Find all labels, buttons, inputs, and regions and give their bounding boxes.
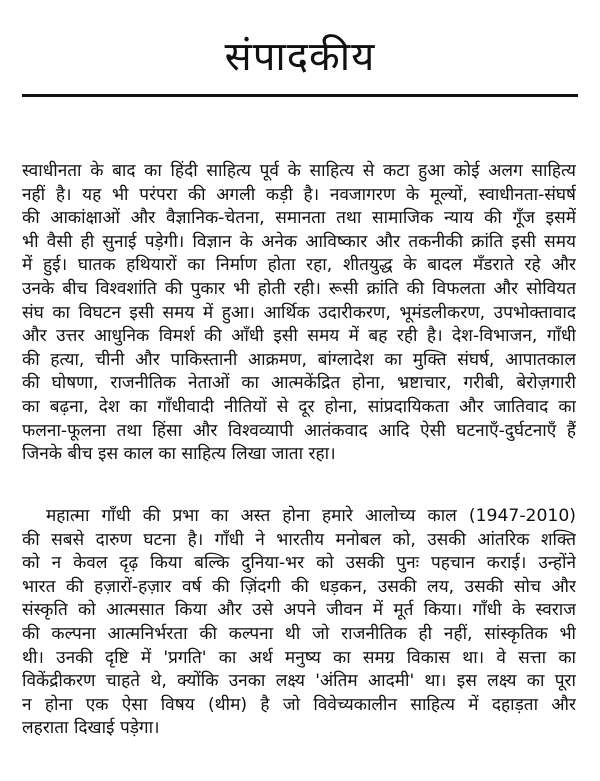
text-line: न होना एक ऐसा विषय (थीम) है जो विवेच्यकालीन साहित्य में दहाड़ता और bbox=[22, 694, 576, 715]
text-line: और उत्तर आधुनिक विमर्श की आँधी इसी समय में बह रही है। देश-विभाजन, गाँधी bbox=[22, 326, 576, 347]
text-line: की कल्पना आत्मनिर्भरता की कल्पना थी जो राजनीतिक ही नहीं, सांस्कृतिक भी bbox=[22, 623, 576, 644]
text-line: भी वैसी ही सुनाई पड़ेगी। विज्ञान के अनेक आविष्कार और तकनीकी क्रांति इसी समय bbox=[22, 231, 576, 252]
paragraph-1 bbox=[22, 160, 576, 467]
page-title: संपादकीय bbox=[224, 34, 376, 80]
text-line: संघ का विघटन इसी समय में हुआ। आर्थिक उदारीकरण, भूमंडलीकरण, उपभोक्तावाद bbox=[22, 302, 576, 323]
text-line: उनके बीच विश्वशांति की पुकार भी होती रही। रूसी क्रांति की विफलता और सोवियत bbox=[22, 278, 576, 299]
text-line: का बढ़ना, देश का गाँधीवादी नीतियों से दूर होना, सांप्रदायिकता और जातिवाद का bbox=[22, 396, 576, 417]
text-line: को न केवल दृढ़ किया बल्कि दुनिया-भर को उसकी पुनः पहचान कराई। उन्होंने bbox=[22, 553, 576, 574]
text-line: विकेंद्रीकरण चाहते थे, क्योंकि उनका लक्ष्य 'अंतिम आदमी' था। इस लक्ष्य का पूरा bbox=[22, 671, 576, 692]
title-divider bbox=[22, 94, 578, 97]
text-line: महात्मा गाँधी की प्रभा का अस्त होना हमारे आलोच्य काल (1947-2010) bbox=[46, 506, 576, 526]
text-line: संस्कृति को आत्मसात किया और उसे अपने जीवन में मूर्त किया। गाँधी के स्वराज bbox=[22, 600, 576, 621]
text-line: की हत्या, चीनी और पाकिस्तानी आक्रमण, बांग्लादेश का मुक्ति संघर्ष, आपातकाल bbox=[22, 349, 576, 370]
text-line: भारत की हज़ारों-हज़ार वर्ष की ज़िंदगी की धड़कन, उसकी लय, उसकी सोच और bbox=[22, 576, 576, 597]
paragraph-2 bbox=[22, 505, 576, 741]
text-line: की घोषणा, राजनीतिक नेताओं का आत्मकेंद्रित होना, भ्रष्टाचार, गरीबी, बेरोज़गारी bbox=[22, 373, 576, 394]
text-line: फलना-फूलना तथा हिंसा और विश्वव्यापी आतंकवाद आदि ऐसी घटनाएँ-दुर्घटनाएँ हैं bbox=[22, 420, 576, 441]
text-line: की सबसे दारुण घटना है। गाँधी ने भारतीय मनोबल को, उसकी आंतरिक शक्ति bbox=[22, 529, 576, 550]
text-line: जिनके बीच इस काल का साहित्य लिखा जाता रहा। bbox=[22, 444, 336, 465]
text-line: में हुई। घातक हथियारों का निर्माण होता रहा, शीतयुद्ध के बादल मँडराते रहे और bbox=[22, 255, 576, 276]
text-line: लहराता दिखाई पड़ेगा। bbox=[22, 718, 160, 739]
text-line: स्वाधीनता के बाद का हिंदी साहित्य पूर्व के साहित्य से कटा हुआ कोई अलग साहित्य bbox=[22, 161, 576, 181]
text-line: नहीं है। यह भी परंपरा की अगली कड़ी है। नवजागरण के मूल्यों, स्वाधीनता-संघर्ष bbox=[22, 184, 576, 205]
text-line: थी। उनकी दृष्टि में 'प्रगति' का अर्थ मनुष्य का समग्र विकास था। वे सत्ता का bbox=[22, 647, 576, 668]
text-line: की आकांक्षाओं और वैज्ञानिक-चेतना, समानता तथा सामाजिक न्याय की गूँज इसमें bbox=[22, 208, 576, 229]
